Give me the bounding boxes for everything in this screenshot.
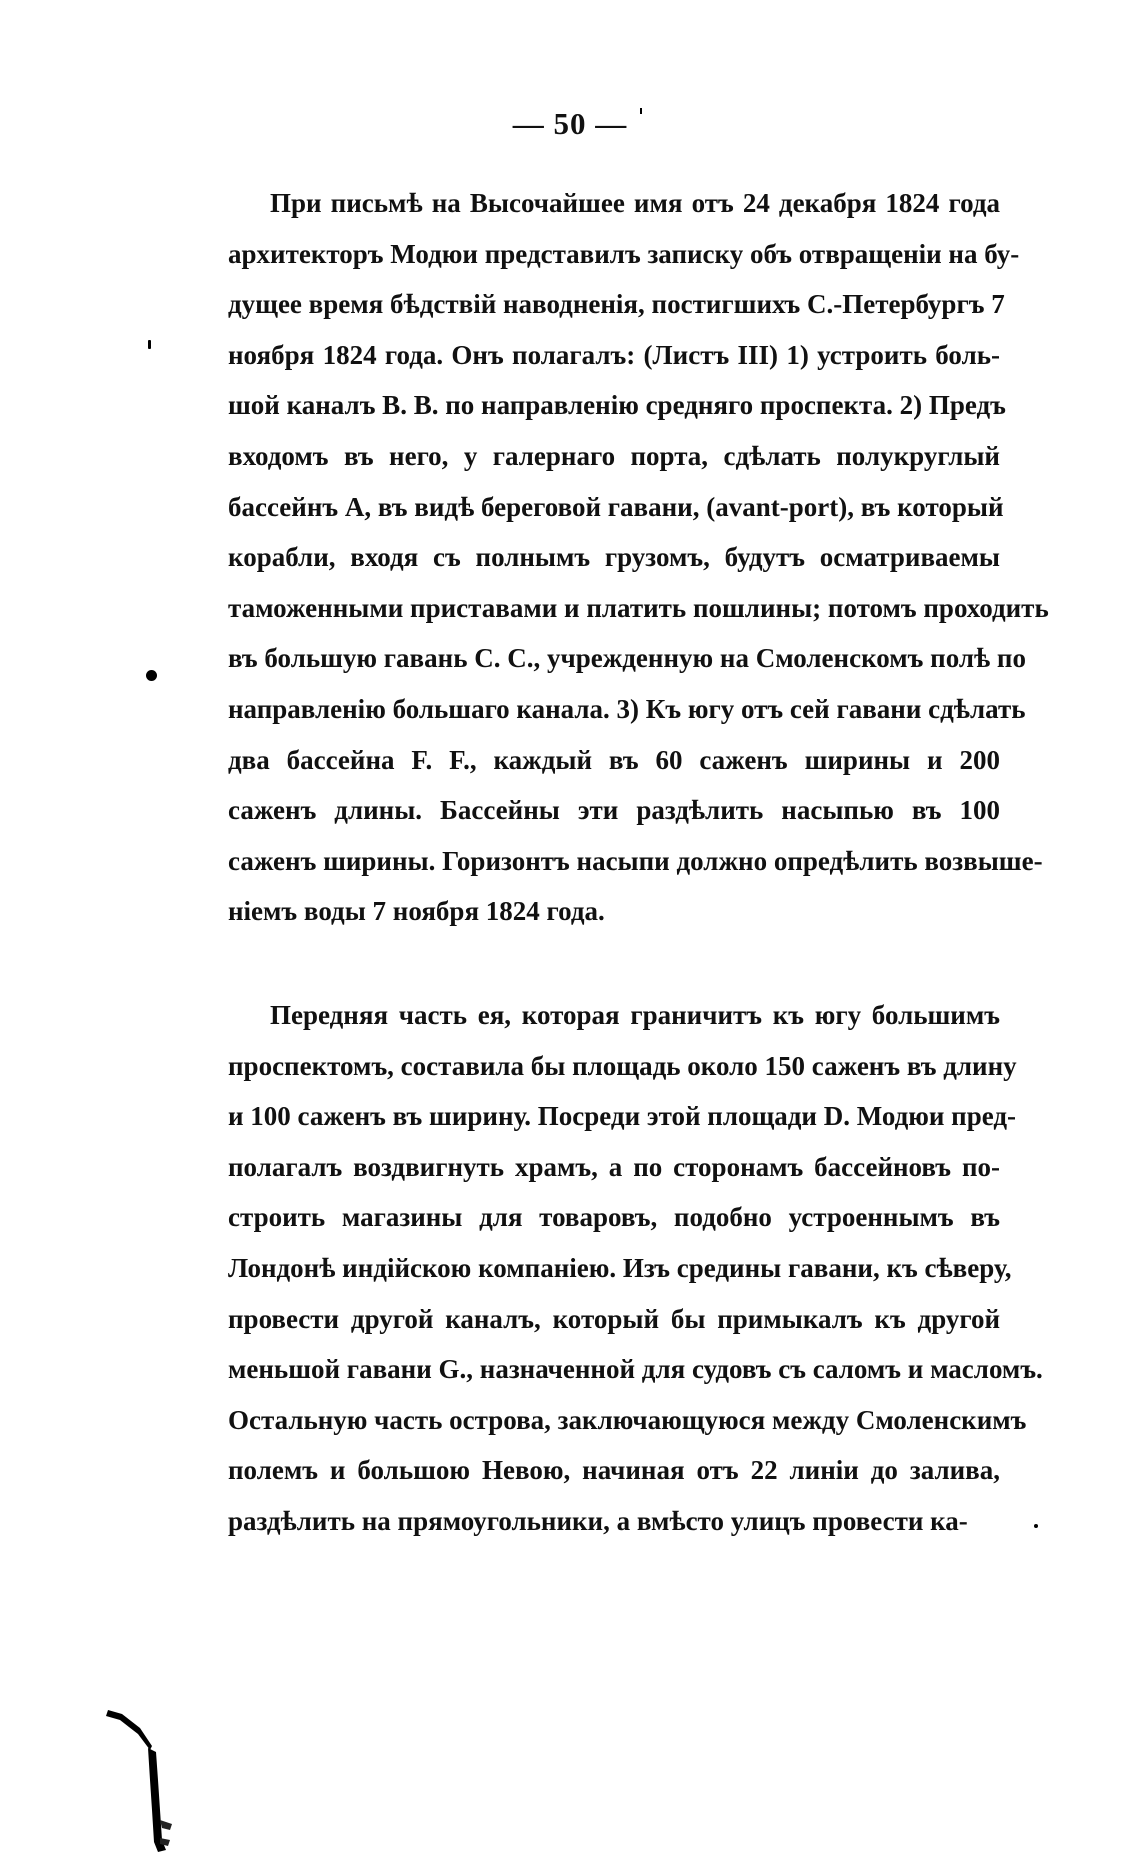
scan-speck <box>640 108 642 114</box>
text-line: Лондонѣ индiйскою компанiею. Изъ средины гавани, къ сѣверу, <box>228 1252 1012 1283</box>
text-line: ноября 1824 года. Онъ полагалъ: (Листъ III) 1) устроить боль- <box>228 339 1000 370</box>
text-line: входомъ въ него, у галернаго порта, сдѣлать полукруглый <box>228 440 1000 471</box>
page-corner-scan-artifact <box>100 1700 210 1860</box>
paragraph-2 <box>228 990 1043 1547</box>
text-line: саженъ длины. Бассейны эти раздѣлить насыпью въ 100 <box>228 795 1000 826</box>
text-line: дущее время бѣдствiй наводненiя, постигшихъ С.-Петербургъ 7 <box>228 289 1005 320</box>
text-line: въ большую гавань C. C., учрежденную на Смоленскомъ полѣ по <box>228 643 1026 674</box>
text-line: таможенными приставами и платить пошлины; потомъ проходить <box>228 592 1049 623</box>
text-line: шой каналъ B. B. по направленiю средняго проспекта. 2) Предъ <box>228 390 1006 421</box>
scan-speck <box>148 340 151 349</box>
text-line: При письмѣ на Высочайшее имя отъ 24 декабря 1824 года <box>270 188 1000 218</box>
paragraph-1 <box>228 178 1049 937</box>
scan-speck <box>1034 1524 1038 1528</box>
text-line: бассейнъ A, въ видѣ береговой гавани, (avant-port), въ который <box>228 491 1004 522</box>
text-line: и 100 саженъ въ ширину. Посреди этой площади D. Модюи пред- <box>228 1101 1017 1132</box>
text-line: проспектомъ, составила бы площадь около 150 саженъ въ длину <box>228 1050 1017 1081</box>
text-line: провести другой каналъ, который бы примыкалъ къ другой <box>228 1303 1000 1334</box>
text-line: меньшой гавани G., назначенной для судовъ съ саломъ и масломъ. <box>228 1354 1043 1385</box>
text-line: направленiю большаго канала. 3) Къ югу отъ сей гавани сдѣлать <box>228 693 1026 724</box>
text-line: нiемъ воды 7 ноября 1824 года. <box>228 896 605 927</box>
text-line: полемъ и большою Невою, начиная отъ 22 линiи до залива, <box>228 1455 1000 1486</box>
text-line: строить магазины для товаровъ, подобно устроеннымъ въ <box>228 1202 1000 1233</box>
text-line: полагалъ воздвигнуть храмъ, а по сторонамъ бассейновъ по- <box>228 1151 1000 1182</box>
text-line: Остальную часть острова, заключающуюся между Смоленскимъ <box>228 1404 1027 1435</box>
ink-dot <box>146 670 157 681</box>
page-number: — 50 — <box>512 106 628 141</box>
text-line: саженъ ширины. Горизонтъ насыпи должно опредѣлить возвыше- <box>228 845 1043 876</box>
text-line: Передняя часть ея, которая граничитъ къ югу большимъ <box>270 1000 1000 1030</box>
text-line: раздѣлить на прямоугольники, а вмѣсто улицъ провести ка- <box>228 1505 968 1536</box>
text-line: архитекторъ Модюи представилъ записку объ отвращенiи на бу- <box>228 238 1020 269</box>
text-line: два бассейна F. F., каждый въ 60 саженъ ширины и 200 <box>228 744 1000 775</box>
text-line: корабли, входя съ полнымъ грузомъ, будутъ осматриваемы <box>228 542 1000 573</box>
